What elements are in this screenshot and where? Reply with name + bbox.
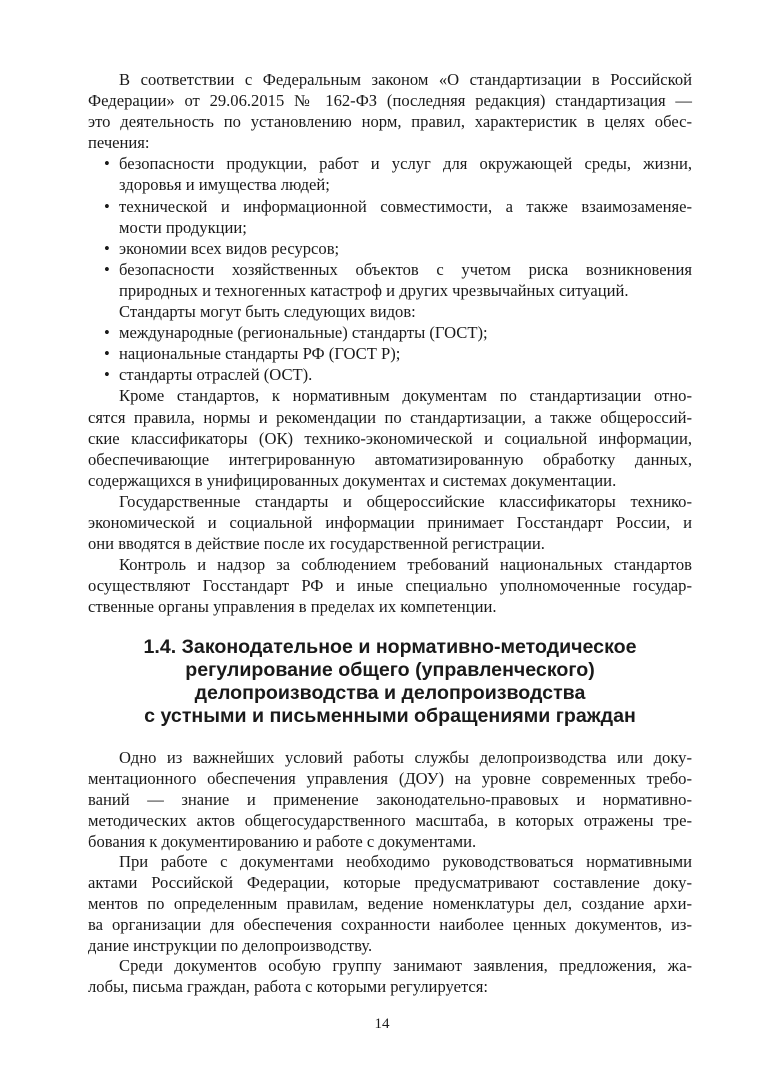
text-line: дание инструкции по делопроизводству.: [88, 935, 373, 955]
heading-line: 1.4. Законодательное и нормативно-методическое: [143, 636, 637, 659]
bullet-icon: •: [104, 259, 110, 279]
list-item-continuation: природных и техногенных катастроф и других чрезвычайных ситуаций.: [119, 280, 629, 300]
list-item: [88, 322, 692, 343]
paragraph-control: [88, 554, 692, 617]
list-item-text: национальные стандарты РФ (ГОСТ Р);: [119, 344, 401, 364]
text-line: лобы, письма граждан, работа с которыми регулируется:: [88, 977, 489, 997]
section-heading: [88, 636, 692, 728]
list-item-text: экономии всех видов ресурсов;: [119, 238, 340, 258]
list-item-text: безопасности хозяйственных объектов с учетом риска возникновения: [119, 259, 692, 279]
list-item-text: международные (региональные) стандарты (ГОСТ);: [119, 323, 488, 343]
page-number: 14: [374, 1016, 390, 1032]
list-item-text: безопасности продукции, работ и услуг для окружающей среды, жизни,: [119, 154, 692, 174]
list-item-continuation: мости продукции;: [119, 217, 247, 237]
text-line: осуществляют Госстандарт РФ и иные специально уполномоченные государ-: [88, 576, 692, 596]
bullet-icon: •: [104, 238, 110, 258]
text-line: они вводятся в действие после их государственной регистрации.: [88, 534, 545, 554]
bullet-icon: •: [104, 344, 110, 364]
document-page: [88, 69, 692, 998]
text-line: экономической и социальной информации принимает Госстандарт России, и: [88, 512, 692, 532]
heading-line: делопроизводства и делопроизводства: [194, 682, 586, 705]
paragraph-working-docs: [88, 852, 692, 956]
text-line: ментов по определенным правилам, ведение номенклатуры дел, создание архи-: [88, 894, 692, 914]
text-line: ские классификаторы (ОК) технико-экономической и социальной информации,: [88, 428, 692, 448]
paragraph-citizens: [88, 956, 692, 998]
bullet-icon: •: [104, 323, 110, 343]
text-line: сятся правила, нормы и рекомендации по стандартизации, а также общероссий-: [88, 407, 692, 427]
text-line: печения:: [88, 133, 150, 153]
bullet-icon: •: [104, 196, 110, 216]
text-line: В соответствии с Федеральным законом «О стандартизации в Российской: [119, 70, 692, 89]
list-item: [88, 259, 692, 280]
list-item: [88, 153, 692, 174]
types-list: [88, 322, 692, 385]
text-line: ственные органы управления в пределах их компетенции.: [88, 597, 497, 617]
text-line: Федерации» от 29.06.2015 № 162-ФЗ (последняя редакция) стандартизация —: [88, 91, 692, 111]
text-line: Кроме стандартов, к нормативным документам по стандартизации отно-: [119, 386, 692, 406]
text-line: ваний — знание и применение законодательно-правовых и нормативно-: [88, 790, 692, 810]
list-item-text: технической и информационной совместимости, а также взаимозаменяе-: [119, 196, 692, 216]
heading-line: регулирование общего (управленческого): [185, 659, 595, 682]
text-line: актами Российской Федерации, которые предусматривают составление доку-: [88, 873, 692, 893]
text-line: это деятельность по установлению норм, правил, характеристик в целях обес-: [88, 112, 692, 132]
list-item-continuation: здоровья и имущества людей;: [119, 175, 330, 195]
text-line: ментационного обеспечения управления (ДОУ) на уровне современных требо-: [88, 769, 692, 789]
list-item: [88, 238, 692, 259]
goals-list: [88, 153, 692, 301]
types-intro: Стандарты могут быть следующих видов:: [119, 302, 416, 322]
text-line: ва организации для обеспечения сохранности наиболее ценных документов, из-: [88, 914, 692, 934]
text-line: При работе с документами необходимо руководствоваться нормативными: [119, 852, 692, 872]
bullet-icon: •: [104, 365, 110, 385]
paragraph-normative-docs: [88, 385, 692, 490]
list-item: [88, 196, 692, 217]
list-item-text: стандарты отраслей (ОСТ).: [119, 365, 313, 385]
paragraph-gosstandart: [88, 491, 692, 554]
bullet-icon: •: [104, 154, 110, 174]
heading-line: с устными и письменными обращениями граждан: [144, 705, 636, 728]
text-line: методических актов общегосударственного масштаба, в которых отражены тре-: [88, 810, 692, 830]
list-item: [88, 364, 692, 385]
text-line: Среди документов особую группу занимают заявления, предложения, жа-: [119, 956, 692, 976]
list-item: [88, 343, 692, 364]
text-line: содержащихся в унифицированных документах и системах документации.: [88, 470, 617, 490]
text-line: Контроль и надзор за соблюдением требований национальных стандартов: [119, 555, 692, 575]
text-line: бования к документированию и работе с документами.: [88, 831, 477, 851]
paragraph-dou: [88, 748, 692, 852]
text-line: обеспечивающие интегрированную автоматизированную обработку данных,: [88, 449, 692, 469]
text-line: Государственные стандарты и общероссийские классификаторы технико-: [119, 491, 692, 511]
text-line: Одно из важнейших условий работы службы делопроизводства или доку-: [119, 748, 692, 768]
paragraph-intro: [88, 69, 692, 153]
section-body: [88, 748, 692, 998]
